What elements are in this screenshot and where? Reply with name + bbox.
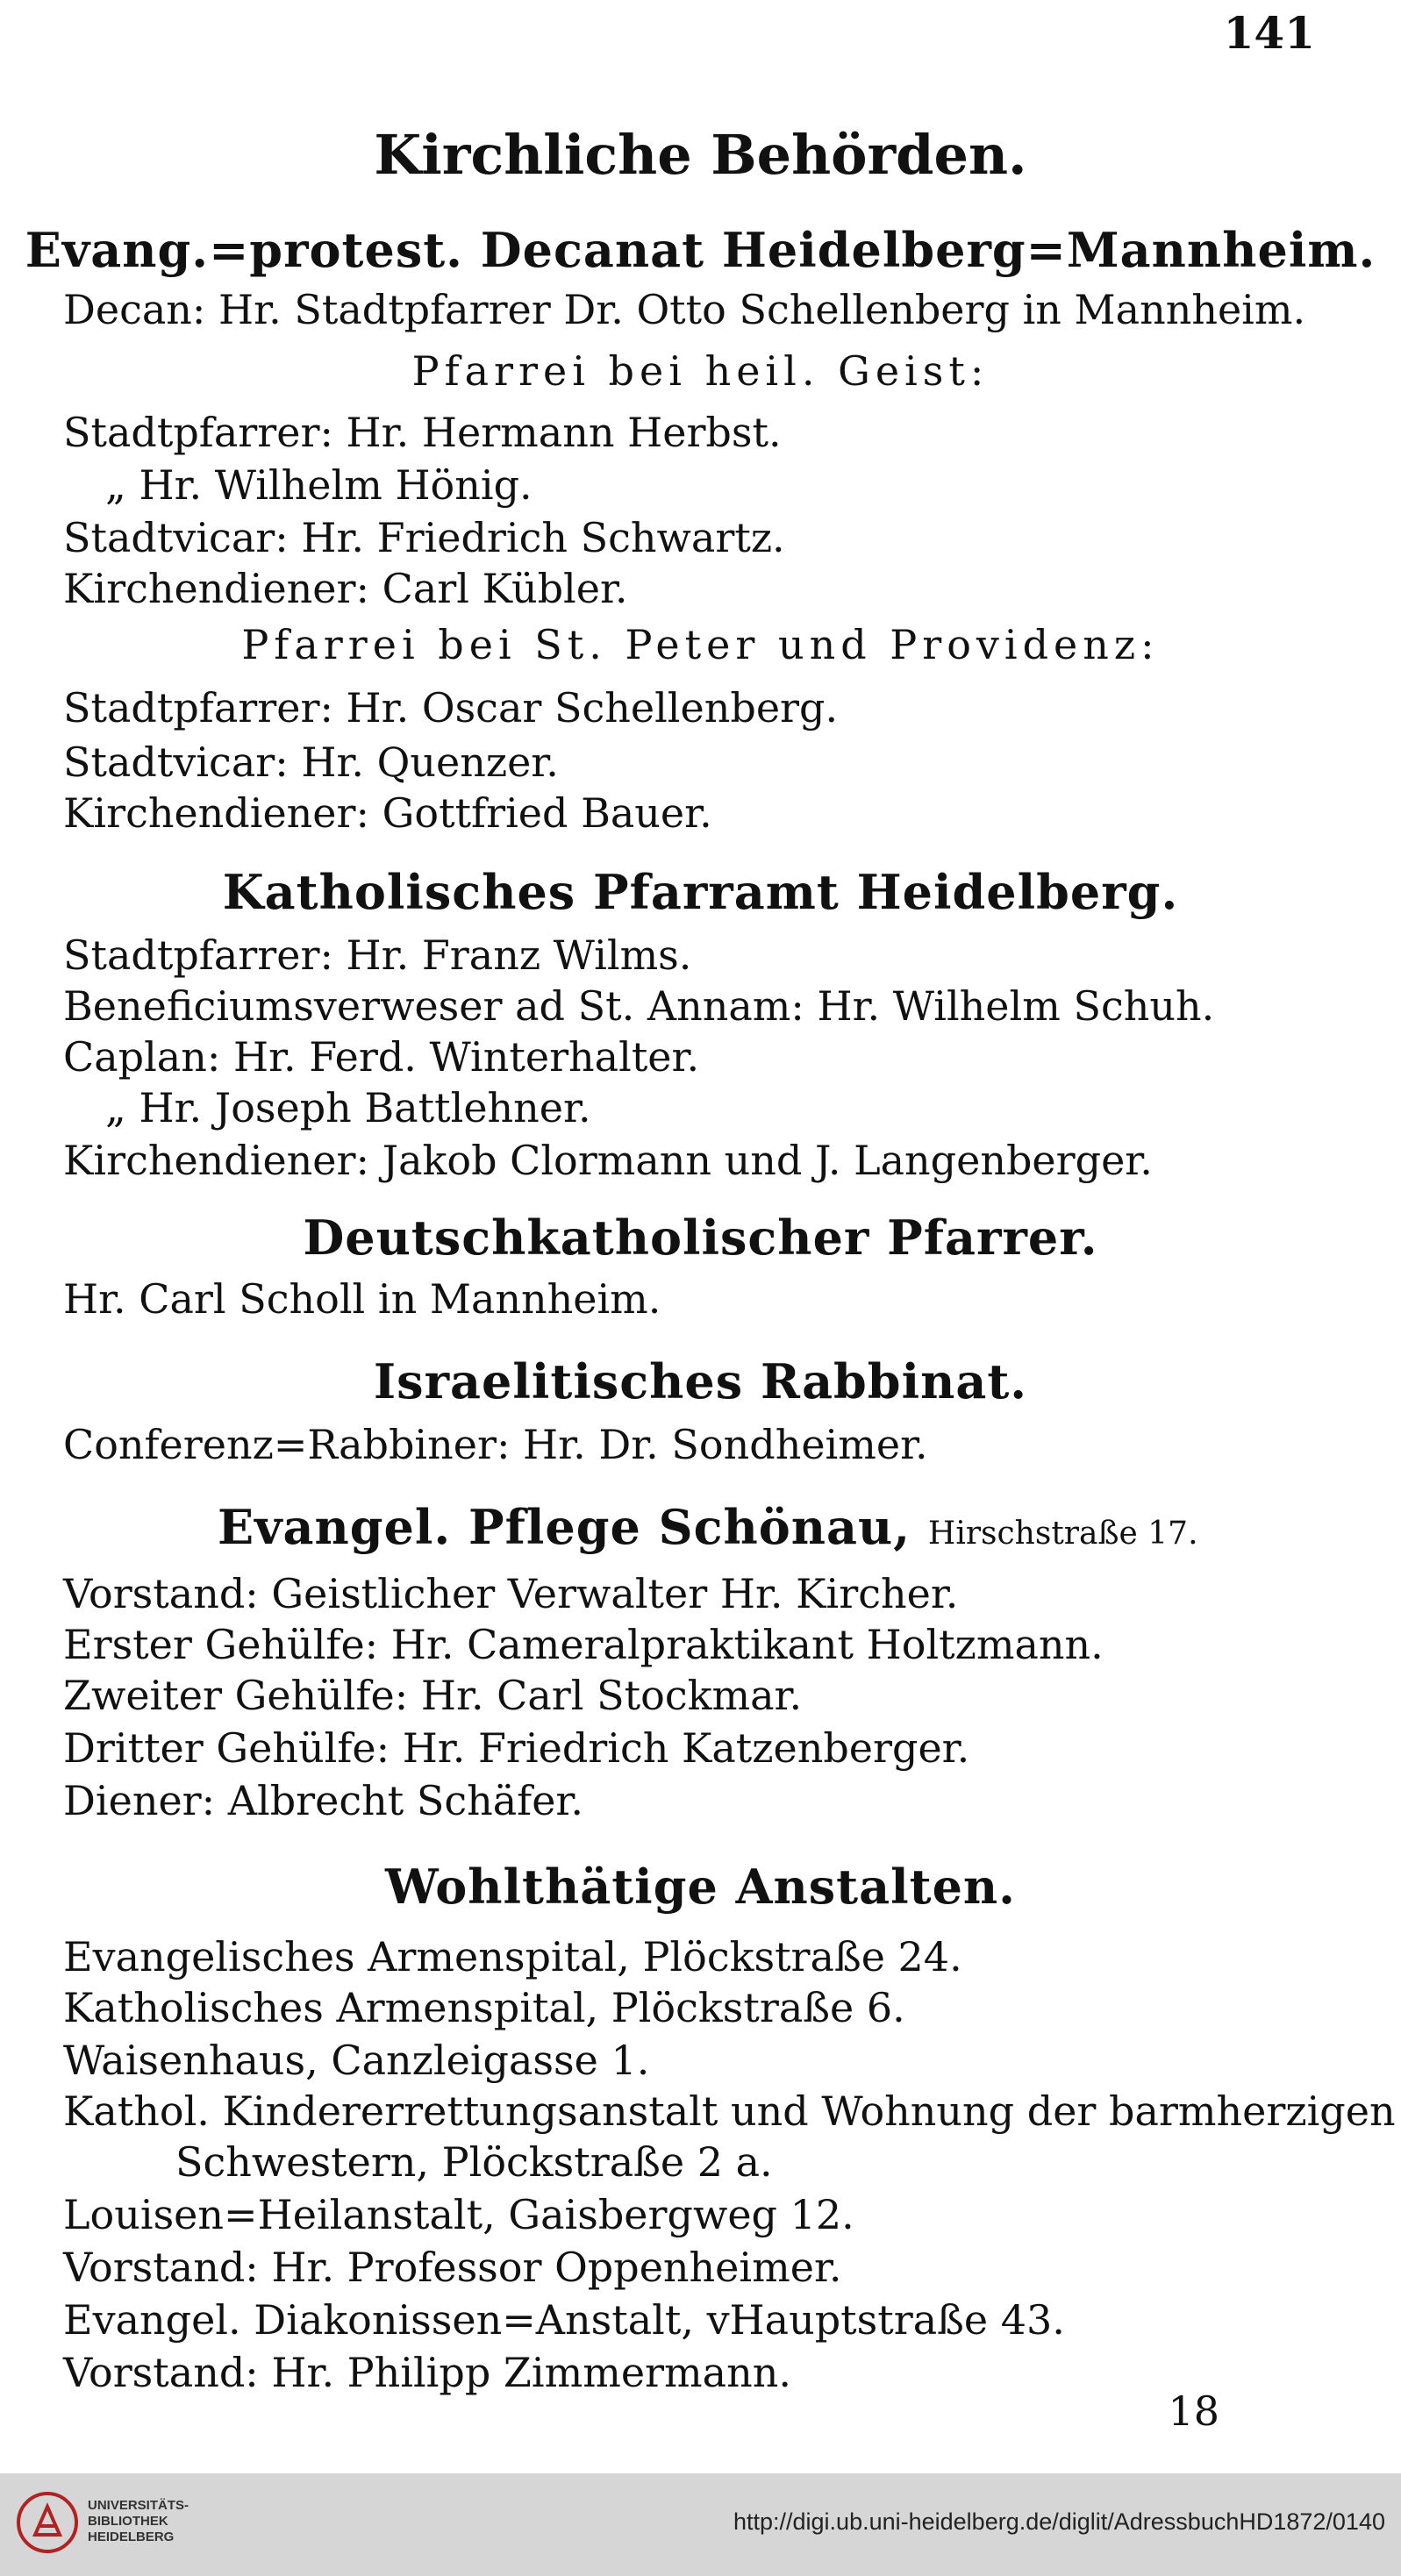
signature-number: 18 xyxy=(1168,2387,1219,2435)
text-line: Stadtvicar: Hr. Friedrich Schwartz. xyxy=(63,514,785,561)
text-line: Kirchendiener: Carl Kübler. xyxy=(63,565,628,612)
text-line: Kirchendiener: Jakob Clormann und J. Langenberger. xyxy=(63,1137,1153,1184)
text-line: Erster Gehülfe: Hr. Cameralpraktikant Holtzmann. xyxy=(63,1621,1104,1668)
text-line: Conferenz=Rabbiner: Hr. Dr. Sondheimer. xyxy=(63,1421,928,1468)
page-number: 141 xyxy=(1223,7,1315,59)
text-line: Stadtvicar: Hr. Quenzer. xyxy=(63,739,559,786)
text-line: Stadtpfarrer: Hr. Hermann Herbst. xyxy=(63,409,782,456)
text-line: Vorstand: Hr. Professor Oppenheimer. xyxy=(63,2244,842,2291)
text-line: Vorstand: Geistlicher Verwalter Hr. Kircher. xyxy=(63,1570,959,1617)
text-line: Dritter Gehülfe: Hr. Friedrich Katzenberger. xyxy=(63,1724,970,1772)
footer-bar xyxy=(0,2473,1401,2576)
section-heading-wohl: Wohlthätige Anstalten. xyxy=(385,1859,1016,1915)
section-heading-isr: Israelitisches Rabbinat. xyxy=(373,1353,1028,1409)
pflege-address: Hirschstraße 17. xyxy=(927,1516,1198,1552)
section-heading-deutschkath: Deutschkatholischer Pfarrer. xyxy=(303,1210,1098,1266)
text-line: Kirchendiener: Gottfried Bauer. xyxy=(63,789,712,837)
text-line: Stadtpfarrer: Hr. Oscar Schellenberg. xyxy=(63,684,839,731)
subheading-pfarrei-heil-geist: Pfarrei bei heil. Geist: xyxy=(411,347,990,395)
section-heading-kath: Katholisches Pfarramt Heidelberg. xyxy=(222,864,1179,920)
library-name-line: BIBLIOTHEK xyxy=(88,2514,168,2529)
text-line: Kathol. Kindererrettungsanstalt und Wohnung der barmherzigen xyxy=(63,2087,1396,2135)
text-line: Vorstand: Hr. Philipp Zimmermann. xyxy=(63,2349,791,2396)
text-line: Hr. Carl Scholl in Mannheim. xyxy=(63,1275,661,1323)
text-line: Waisenhaus, Canzleigasse 1. xyxy=(63,2037,650,2084)
text-line: „ Hr. Joseph Battlehner. xyxy=(105,1084,591,1131)
text-line: Decan: Hr. Stadtpfarrer Dr. Otto Schellenberg in Mannheim. xyxy=(63,286,1306,333)
text-line: Zweiter Gehülfe: Hr. Carl Stockmar. xyxy=(63,1672,803,1719)
section-heading-evang: Evang.=protest. Decanat Heidelberg=Mannheim. xyxy=(25,222,1376,278)
text-line: Beneficiumsverweser ad St. Annam: Hr. Wilhelm Schuh. xyxy=(63,982,1215,1030)
library-name-line: HEIDELBERG xyxy=(88,2530,175,2544)
library-name xyxy=(88,2498,189,2545)
text-line: Louisen=Heilanstalt, Gaisbergweg 12. xyxy=(63,2191,854,2238)
section-heading-pflege xyxy=(218,1499,1198,1555)
text-line: Schwestern, Plöckstraße 2 a. xyxy=(175,2138,773,2186)
text-line: Evangel. Diakonissen=Anstalt, vHauptstraße 43. xyxy=(63,2296,1065,2344)
text-line: Caplan: Hr. Ferd. Winterhalter. xyxy=(63,1033,700,1081)
subheading-pfarrei-st-peter: Pfarrei bei St. Peter und Providenz: xyxy=(241,621,1160,668)
library-name-line: UNIVERSITÄTS- xyxy=(88,2498,189,2513)
text-line: Diener: Albrecht Schäfer. xyxy=(63,1777,583,1824)
text-line: „ Hr. Wilhelm Hönig. xyxy=(105,461,533,509)
text-line: Evangelisches Armenspital, Plöckstraße 24. xyxy=(63,1933,962,1980)
page-title: Kirchliche Behörden. xyxy=(374,123,1027,187)
pflege-title: Evangel. Pflege Schönau, xyxy=(218,1499,911,1555)
text-line: Katholisches Armenspital, Plöckstraße 6. xyxy=(63,1984,905,2031)
source-url-link[interactable]: http://digi.ub.uni-heidelberg.de/diglit/AdressbuchHD1872/0140 xyxy=(733,2508,1385,2535)
text-line: Stadtpfarrer: Hr. Franz Wilms. xyxy=(63,931,692,979)
library-logo-icon xyxy=(16,2491,79,2554)
